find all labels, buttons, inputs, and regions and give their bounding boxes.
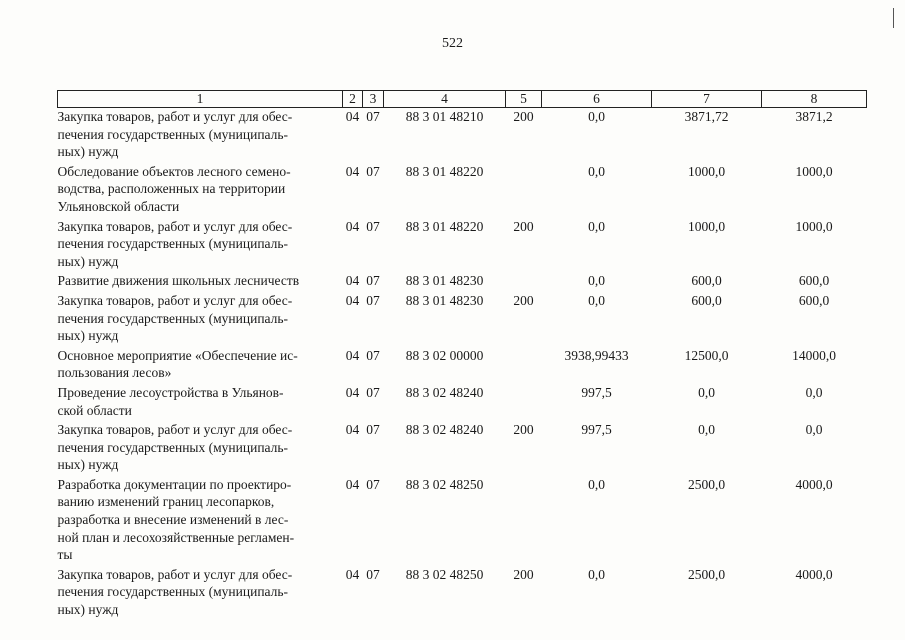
row-name-line: Закупка товаров, работ и услуг для обес-	[57, 218, 293, 234]
row-value-col6: 0,0	[588, 476, 605, 492]
row-value-col7: 12500,0	[684, 347, 729, 363]
row-subsection: 07	[366, 422, 380, 438]
row-section: 04	[345, 566, 360, 582]
row-section: 04	[345, 476, 360, 492]
row-name-line: ты	[57, 547, 73, 563]
header-cell: 6	[542, 91, 652, 108]
budget-table	[57, 90, 867, 619]
row-value-col7: 0,0	[698, 384, 715, 400]
row-subsection: 07	[366, 384, 380, 400]
table-row	[58, 564, 867, 619]
row-value-col6: 0,0	[588, 163, 605, 179]
row-name	[58, 419, 343, 474]
row-name-line: печения государственных (муниципаль-	[57, 439, 289, 455]
row-name-line: печения государственных (муниципаль-	[57, 584, 289, 600]
row-name-line: Закупка товаров, работ и услуг для обес-	[57, 422, 293, 438]
row-name-line: ванию изменений границ лесопарков,	[57, 494, 275, 510]
row-section: 04	[345, 347, 360, 363]
table-row	[58, 270, 867, 290]
table-row	[58, 345, 867, 382]
row-value-col7: 3871,72	[684, 109, 729, 124]
header-cell: 3	[363, 91, 384, 108]
row-value-col8: 1000,0	[795, 218, 833, 234]
row-value-col8: 600,0	[798, 273, 830, 289]
row-target-code: 88 3 01 48230	[405, 292, 484, 308]
row-name	[58, 382, 343, 419]
row-value-col7: 1000,0	[687, 218, 726, 234]
row-name-line: Закупка товаров, работ и услуг для обес-	[57, 566, 293, 582]
row-value-col6: 997,5	[581, 422, 612, 438]
row-name-line: водства, расположенных на территории	[57, 181, 286, 197]
row-section: 04	[345, 273, 360, 289]
row-subsection: 07	[366, 292, 380, 308]
row-name-line: ных) нужд	[57, 253, 119, 269]
row-name-line: Ульяновской области	[57, 198, 180, 214]
row-subsection: 07	[366, 476, 380, 492]
row-name-line: ных) нужд	[57, 457, 119, 473]
row-expense-type: 200	[513, 566, 534, 582]
row-expense-type: 200	[513, 422, 534, 438]
table-row	[58, 290, 867, 345]
row-value-col6: 0,0	[588, 109, 605, 124]
row-section: 04	[345, 422, 360, 438]
row-name	[58, 474, 343, 564]
row-target-code: 88 3 01 48210	[405, 109, 484, 124]
row-name-line: ной план и лесохозяйственные регламен-	[57, 529, 295, 545]
row-name-line: ных) нужд	[57, 602, 119, 618]
header-cell: 4	[384, 91, 506, 108]
row-name-line: ных) нужд	[57, 144, 119, 160]
row-section: 04	[345, 163, 360, 179]
row-expense-type	[506, 345, 542, 382]
row-section: 04	[345, 384, 360, 400]
row-value-col7: 600,0	[691, 273, 722, 289]
row-section: 04	[345, 218, 360, 234]
header-row	[58, 91, 867, 108]
row-name-line: пользования лесов»	[57, 365, 172, 381]
row-subsection: 07	[366, 347, 380, 363]
row-subsection: 07	[366, 218, 380, 234]
row-expense-type	[506, 382, 542, 419]
row-subsection: 07	[366, 273, 380, 289]
row-value-col7: 0,0	[698, 422, 715, 438]
row-name	[58, 270, 343, 290]
row-target-code: 88 3 02 48250	[405, 476, 484, 492]
row-value-col8: 4000,0	[795, 476, 833, 492]
row-section: 04	[345, 292, 360, 308]
row-section: 04	[345, 109, 360, 124]
row-name-line: ской области	[57, 402, 132, 418]
row-name-line: печения государственных (муниципаль-	[57, 310, 289, 326]
row-subsection: 07	[366, 109, 380, 124]
row-value-col8: 1000,0	[795, 163, 833, 179]
row-name-line: разработка и внесение изменений в лес-	[57, 512, 289, 528]
page-number: 522	[442, 36, 463, 51]
row-value-col7: 2500,0	[687, 566, 726, 582]
row-target-code: 88 3 01 48230	[405, 273, 484, 289]
row-value-col6: 997,5	[581, 384, 612, 400]
row-target-code: 88 3 01 48220	[405, 218, 484, 234]
row-name-line: Разработка документации по проектиро-	[57, 476, 292, 492]
row-subsection: 07	[366, 566, 380, 582]
row-target-code: 88 3 02 00000	[405, 347, 484, 363]
row-name-line: Основное мероприятие «Обеспечение ис-	[57, 347, 298, 363]
row-value-col8: 600,0	[798, 292, 830, 308]
row-expense-type	[506, 161, 542, 216]
row-value-col8: 14000,0	[792, 347, 836, 363]
row-name-line: печения государственных (муниципаль-	[57, 126, 289, 142]
header-cell: 8	[762, 91, 867, 108]
table-row	[58, 419, 867, 474]
row-value-col7: 600,0	[691, 292, 722, 308]
row-value-col6: 0,0	[588, 292, 605, 308]
row-name-line: ных) нужд	[57, 328, 119, 344]
header-cell: 5	[506, 91, 542, 108]
row-target-code: 88 3 01 48220	[405, 163, 484, 179]
row-target-code: 88 3 02 48250	[405, 566, 484, 582]
row-value-col8: 0,0	[805, 422, 823, 438]
row-name-line: Проведение лесоустройства в Ульянов-	[57, 384, 284, 400]
row-expense-type: 200	[513, 218, 534, 234]
row-name	[58, 108, 343, 161]
table-row	[58, 216, 867, 271]
header-cell: 2	[343, 91, 363, 108]
row-name	[58, 161, 343, 216]
row-name-line: Закупка товаров, работ и услуг для обес-	[57, 109, 293, 124]
row-name	[58, 345, 343, 382]
row-value-col7: 2500,0	[687, 476, 726, 492]
row-subsection: 07	[366, 163, 380, 179]
row-value-col8: 0,0	[805, 384, 823, 400]
row-name	[58, 290, 343, 345]
row-value-col6: 0,0	[588, 273, 605, 289]
row-name	[58, 564, 343, 619]
row-value-col7: 1000,0	[687, 163, 726, 179]
row-value-col6: 0,0	[588, 218, 605, 234]
table-row	[58, 161, 867, 216]
row-value-col8: 3871,2	[795, 109, 833, 124]
row-expense-type	[506, 474, 542, 564]
row-name-line: Закупка товаров, работ и услуг для обес-	[57, 292, 293, 308]
row-name-line: печения государственных (муниципаль-	[57, 236, 289, 252]
row-name	[58, 216, 343, 271]
row-name-line: Обследование объектов лесного семено-	[57, 163, 291, 179]
row-value-col6: 0,0	[588, 566, 605, 582]
table-row	[58, 382, 867, 419]
row-expense-type: 200	[513, 292, 534, 308]
table-row	[58, 108, 867, 161]
row-target-code: 88 3 02 48240	[405, 422, 484, 438]
row-value-col6: 3938,99433	[564, 347, 629, 363]
row-target-code: 88 3 02 48240	[405, 384, 484, 400]
header-cell: 1	[58, 91, 343, 108]
table-body	[58, 108, 867, 619]
row-expense-type	[506, 270, 542, 290]
row-value-col8: 4000,0	[795, 566, 833, 582]
corner-mark	[893, 8, 894, 28]
row-expense-type: 200	[513, 109, 534, 124]
header-cell: 7	[652, 91, 762, 108]
table-row	[58, 474, 867, 564]
row-name-line: Развитие движения школьных лесничеств	[57, 273, 300, 289]
